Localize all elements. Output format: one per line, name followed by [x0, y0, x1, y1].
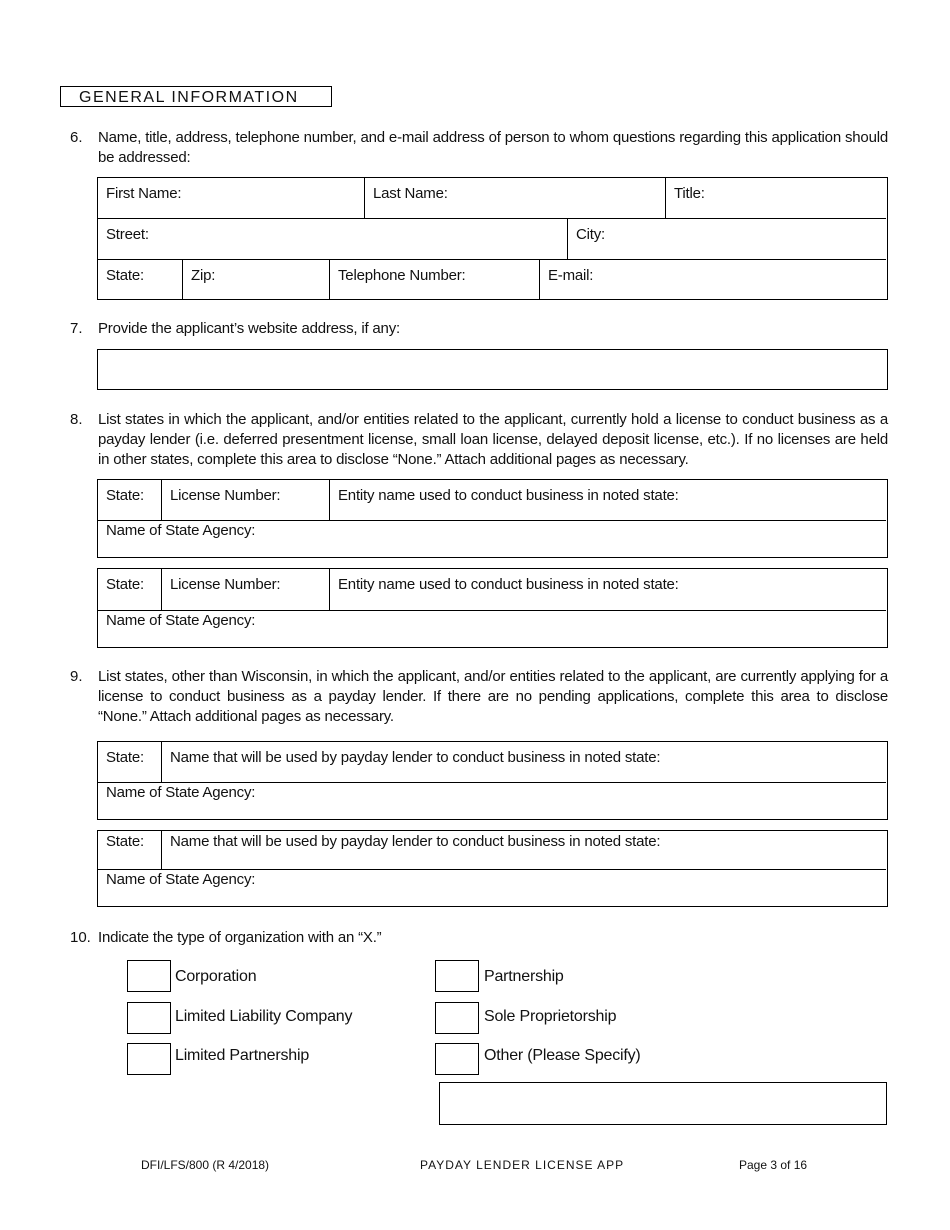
- q9-pending-table-2: [97, 830, 888, 907]
- q9-state-label: State:: [106, 833, 144, 850]
- q7-number: 7.: [70, 320, 83, 337]
- q8-agency-field-1[interactable]: [98, 520, 886, 557]
- q9-agency-field-2[interactable]: [98, 869, 886, 906]
- q9-name-used-label: Name that will be used by payday lender to conduct business in noted state:: [170, 749, 661, 766]
- footer-form-title: PAYDAY LENDER LICENSE APP: [420, 1158, 625, 1172]
- limited-partnership-checkbox[interactable]: [127, 1043, 171, 1075]
- q8-number: 8.: [70, 411, 83, 428]
- q9-number: 9.: [70, 668, 83, 685]
- q10-number: 10.: [70, 929, 91, 946]
- email-field[interactable]: [539, 259, 886, 299]
- q8-entity-name-field-2[interactable]: [329, 569, 886, 610]
- q8-state-field-1[interactable]: [98, 480, 161, 520]
- q9-name-used-field-1[interactable]: [161, 742, 886, 782]
- zip-field[interactable]: [182, 259, 329, 299]
- website-field[interactable]: [97, 349, 888, 390]
- corporation-checkbox[interactable]: [127, 960, 171, 992]
- q8-license-number-field-1[interactable]: [161, 480, 329, 520]
- telephone-label: Telephone Number:: [338, 267, 466, 284]
- q8-license-table-2: [97, 568, 888, 648]
- title-field[interactable]: [665, 178, 886, 218]
- q9-name-used-label: Name that will be used by payday lender to conduct business in noted state:: [170, 833, 661, 850]
- street-field[interactable]: [98, 218, 567, 259]
- q8-license-table-1: [97, 479, 888, 558]
- city-label: City:: [576, 226, 606, 243]
- q8-state-field-2[interactable]: [98, 569, 161, 610]
- partnership-label: Partnership: [484, 968, 564, 985]
- q8-license-number-field-2[interactable]: [161, 569, 329, 610]
- q7-text: Provide the applicant’s website address, if any:: [98, 320, 400, 337]
- telephone-field[interactable]: [329, 259, 539, 299]
- last-name-label: Last Name:: [373, 185, 448, 202]
- q8-license-number-label: License Number:: [170, 576, 281, 593]
- q10-text: Indicate the type of organization with an “X.”: [98, 929, 382, 946]
- q9-name-used-field-2[interactable]: [161, 831, 886, 869]
- q9-text: List states, other than Wisconsin, in which the applicant, and/or entities related to the applicant, are currently applying for a license to conduct business as a payday lender. If there are no pending applications, complete this area to disclose “None.” Attach additional pages as necessary.: [98, 668, 888, 725]
- q8-agency-field-2[interactable]: [98, 610, 886, 647]
- city-field[interactable]: [567, 218, 886, 259]
- q8-agency-label: Name of State Agency:: [106, 612, 256, 629]
- footer-form-id: DFI/LFS/800 (R 4/2018): [141, 1158, 270, 1172]
- limited-partnership-label: Limited Partnership: [175, 1047, 310, 1064]
- q8-state-label: State:: [106, 576, 144, 593]
- q8-license-number-label: License Number:: [170, 487, 281, 504]
- q9-pending-table-1: [97, 741, 888, 820]
- other-specify-field[interactable]: [439, 1082, 887, 1125]
- zip-label: Zip:: [191, 267, 216, 284]
- section-header: GENERAL INFORMATION: [60, 86, 332, 107]
- first-name-label: First Name:: [106, 185, 182, 202]
- q9-agency-label: Name of State Agency:: [106, 871, 256, 888]
- other-checkbox[interactable]: [435, 1043, 479, 1075]
- first-name-field[interactable]: [98, 178, 364, 218]
- q9-state-field-2[interactable]: [98, 831, 161, 869]
- state-label: State:: [106, 267, 144, 284]
- q9-agency-field-1[interactable]: [98, 782, 886, 819]
- last-name-field[interactable]: [364, 178, 665, 218]
- q9-state-label: State:: [106, 749, 144, 766]
- partnership-checkbox[interactable]: [435, 960, 479, 992]
- q6-number: 6.: [70, 129, 83, 146]
- q8-entity-name-field-1[interactable]: [329, 480, 886, 520]
- sole-proprietorship-label: Sole Proprietorship: [484, 1008, 617, 1025]
- email-label: E-mail:: [548, 267, 594, 284]
- street-label: Street:: [106, 226, 149, 243]
- sole-proprietorship-checkbox[interactable]: [435, 1002, 479, 1034]
- corporation-label: Corporation: [175, 968, 257, 985]
- llc-label: Limited Liability Company: [175, 1008, 353, 1025]
- q8-entity-name-label: Entity name used to conduct business in noted state:: [338, 576, 679, 593]
- q9-state-field-1[interactable]: [98, 742, 161, 782]
- q8-agency-label: Name of State Agency:: [106, 522, 256, 539]
- q9-agency-label: Name of State Agency:: [106, 784, 256, 801]
- footer-page-number: Page 3 of 16: [739, 1158, 808, 1172]
- q8-state-label: State:: [106, 487, 144, 504]
- q8-text: List states in which the applicant, and/or entities related to the applicant, currently hold a license to conduct business as a payday lender (i.e. deferred presentment license, small loan license, delayed deposit license, etc.). If no licenses are held in other states, complete this area to disclose “None.” Attach additional pages as necessary.: [98, 411, 888, 468]
- llc-checkbox[interactable]: [127, 1002, 171, 1034]
- state-field[interactable]: [98, 259, 182, 299]
- q6-contact-table: [97, 177, 888, 300]
- q8-entity-name-label: Entity name used to conduct business in noted state:: [338, 487, 679, 504]
- q6-text: Name, title, address, telephone number, and e-mail address of person to whom questions regarding this application should be addressed:: [98, 129, 888, 166]
- title-label: Title:: [674, 185, 705, 202]
- other-label: Other (Please Specify): [484, 1047, 641, 1064]
